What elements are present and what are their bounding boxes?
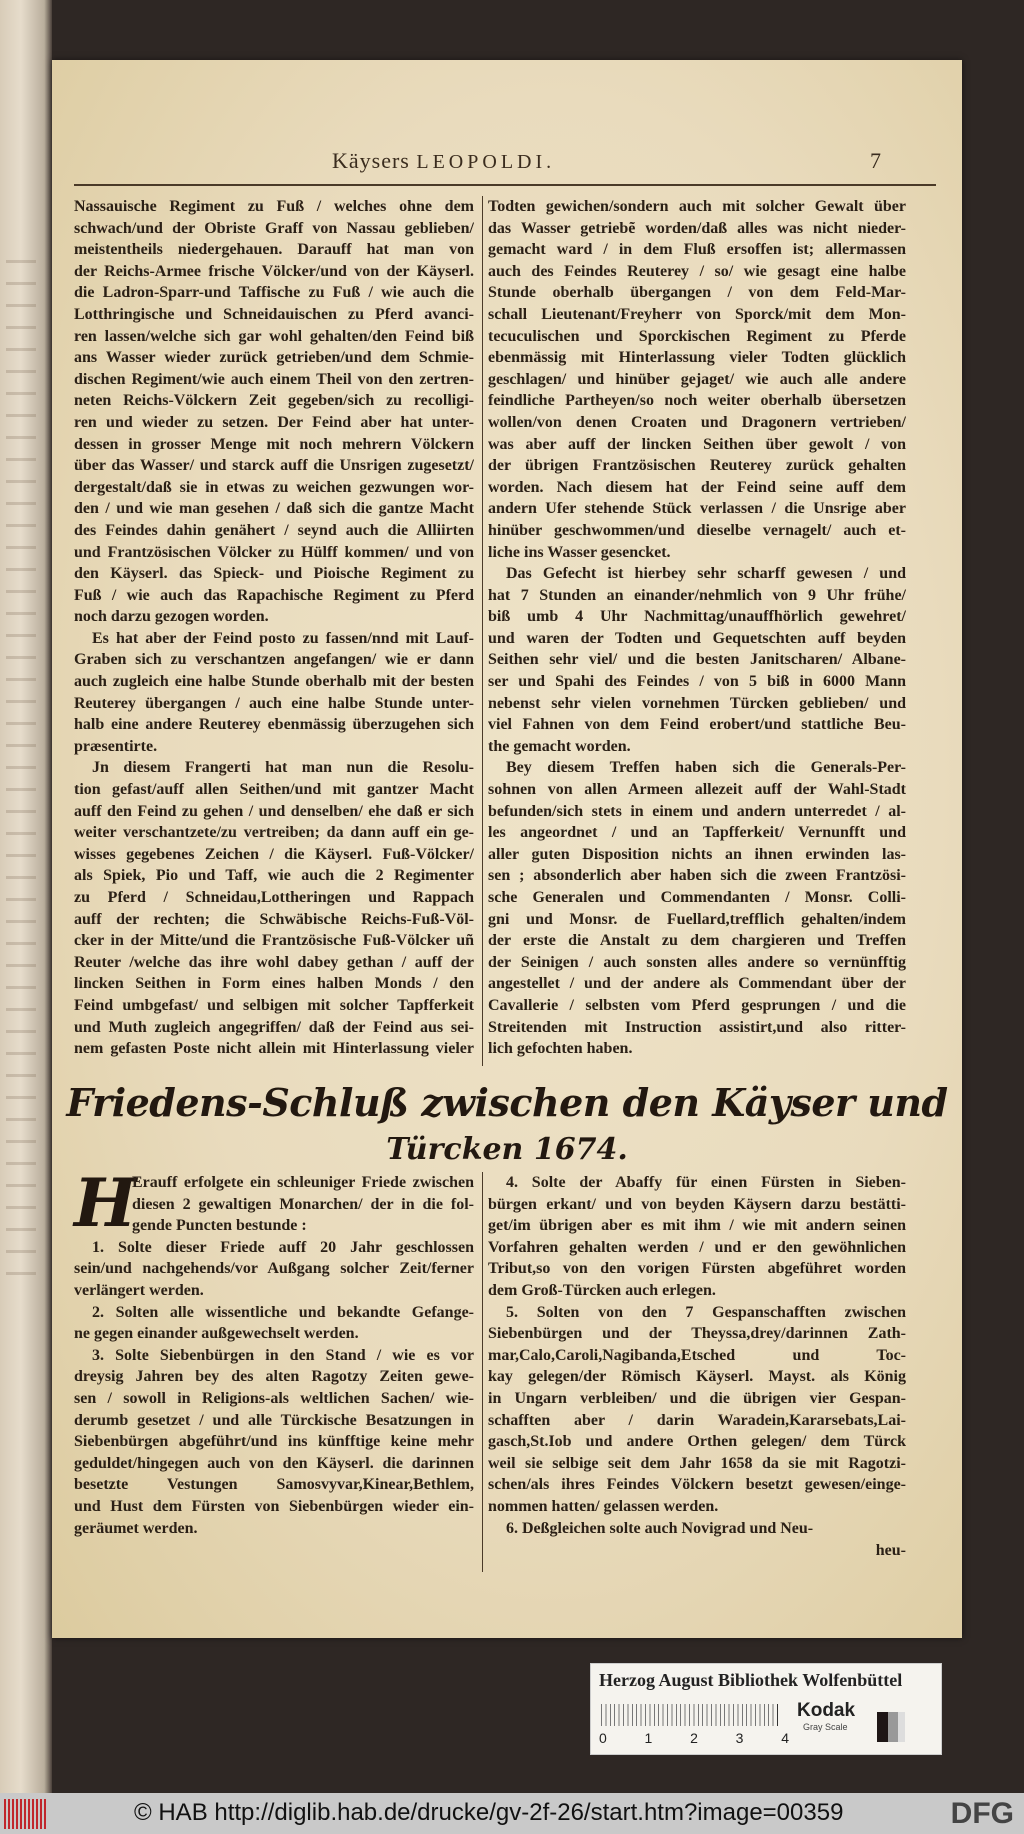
text-line: schwach/und der Obriste Graff von Nassau geblieben/ <box>74 219 474 237</box>
drop-cap: H <box>74 1164 137 1242</box>
catchword-container <box>488 1540 906 1562</box>
section-title-year: Türcken 1674. <box>386 1132 628 1167</box>
text-line: Todten gewichen/sondern auch mit solcher Gewalt über <box>488 198 906 215</box>
text-line: tecuculischen und Sporckischen Regiment zu Pferde <box>488 327 906 345</box>
text-line: worden. Nach diesem hat der Feind seine auff dem <box>488 478 906 496</box>
ruler-number: 0 <box>599 1730 607 1746</box>
text-line: tion gefast/auff allen Seithen/und mit gantzer Macht <box>74 781 474 799</box>
text-line: geduldet/hingegen auch von den Käyserl. die darinnen <box>74 1454 474 1472</box>
text-line: befunden/sich stets in einem und andern unterredet / al- <box>488 802 906 820</box>
text-line: als Spiek, Pio und Taff, wie auch die 2 Regimenter <box>74 867 474 885</box>
text-line: Tribut,so von den vorigen Fürsten abgeführet worden <box>488 1260 906 1278</box>
running-head-name: LEOPOLDI. <box>416 151 556 173</box>
text-line: dessen in grosser Menge mit noch mehrern Völckern <box>74 435 474 453</box>
text-line: und Muth zugleich angegriffen/ daß der Feind aus sei- <box>74 1018 474 1036</box>
text-line: nebenst sehr vielen vornehmen Türcken geblieben/ und <box>488 694 906 712</box>
text-line: sen ; absonderlich aber haben sich die zween Frantzösi- <box>488 867 906 885</box>
text-line: get/im übrigen aber es mit ihm / wie mit andern seinen <box>488 1217 906 1235</box>
text-line: Lotthringische und Schneidauischen zu Pferd avanci- <box>74 305 474 323</box>
text-line: the gemacht worden. <box>488 737 631 755</box>
text-line: gende Puncten bestunde : <box>132 1217 307 1235</box>
text-line: les angeordnet / und an Tapfferkeit/ Vernunfft und <box>488 824 906 842</box>
text-line: meistentheils niedergehauen. Darauff hat man von <box>74 241 474 259</box>
text-line: sohnen von allen Armeen allezeit auff der Wahl-Stadt <box>488 781 906 799</box>
text-line: bürgen erkant/ und von beyden Käysern darzu bestätti- <box>488 1195 906 1213</box>
previous-page-edge <box>0 0 52 1793</box>
ruler-number: 1 <box>644 1730 653 1746</box>
footer-link[interactable]: © HAB http://diglib.hab.de/drucke/gv-2f-26/start.htm?image=00359 <box>134 1799 844 1826</box>
text-line: in Ungarn verbleiben/ und die übrigen vier Gespan- <box>488 1389 906 1407</box>
text-line: hat 7 Stunden an einander/nehmlich von 9 Uhr frühe/ <box>488 586 906 604</box>
text-line: und Frantzösischen Völcker zu Hülff kommen/ und von <box>74 543 474 561</box>
text-line: dergestalt/daß sie in etwas zu weichen gezwungen wor- <box>74 478 474 496</box>
text-line: Feind umbgefast/ und selbigen mit solcher Tapfferkeit <box>74 996 474 1014</box>
text-line: dischen Regiment/wie auch einem Theil von den zertren- <box>74 370 474 388</box>
text-line: sche Generalen und Commendanten / Monsr. Colli- <box>488 889 906 906</box>
text-line: der Reichs-Armee frische Völcker/und von der Käyserl. <box>74 262 474 280</box>
text-line: Reuterey übergangen / auch eine halbe Stunde unter- <box>74 694 474 712</box>
text-line: nem gefasten Poste nicht allein mit Hinterlassung vieler <box>74 1040 474 1058</box>
column-divider <box>482 196 483 1066</box>
text-line: ans Wasser wieder zurück getrieben/und dem Schmie- <box>74 349 474 367</box>
text-line: wisses gegebenes Zeichen / die Käyserl. Fuß-Völcker/ <box>74 845 474 863</box>
text-line: Nassauische Regiment zu Fuß / welches ohne dem <box>74 198 474 215</box>
ruler-number: 4 <box>781 1730 789 1746</box>
text-line: lincken Seithen in Form eines halben Monds / den <box>74 975 474 993</box>
text-line: gasch,St.Iob und andere Orthen gelegen/ dem Türck <box>488 1433 906 1451</box>
text-line: dreysig Jahren bey des alten Ragotzy Zeiten gewe- <box>74 1368 474 1386</box>
text-line: noch darzu gezogen worden. <box>74 608 269 626</box>
text-line: des Feindes dahin genähert / seynd auch die Alliirten <box>74 521 474 539</box>
text-line: Das Gefecht ist hierbey sehr scharff gewesen / und <box>506 565 906 583</box>
text-line: sein/und nachgehends/vor Außgang solcher Zeit/ferner <box>74 1260 474 1278</box>
text-line: weiter verschantzete/zu vertreiben; da dann auff ein ge- <box>74 824 474 842</box>
page-number: 7 <box>870 148 881 173</box>
text-line: dem Groß-Türcken auch erlegen. <box>488 1281 716 1299</box>
text-line: 5. Solten von den 7 Gespanschafften zwischen <box>506 1303 906 1321</box>
section-title: Friedens-Schluß zwischen den Käyser und <box>66 1080 948 1125</box>
text-line: Reuter /welche das ihre wohl dabey gethan / auff der <box>74 953 474 971</box>
text-line: weil sie selbige seit dem Jahr 1658 da sie mit Ragotzi- <box>488 1454 906 1472</box>
text-line: verlängert werden. <box>74 1281 204 1299</box>
text-line: Siebenbürgen abgeführt/und ins künfftige keine mehr <box>74 1433 474 1451</box>
text-line: andern Ufer stehende Stück verlassen / die Unsrige aber <box>488 500 906 518</box>
text-line: feindliche Partheyen/so noch weiter oberhalb übersetzen <box>488 392 906 410</box>
text-line: præsentirte. <box>74 737 158 755</box>
text-line: biß umb 4 Uhr Nachmittag/unauffhörlich gewehret/ <box>488 608 906 626</box>
text-line: halb eine andere Reuterey ebenmässig überzugehen sich <box>74 716 474 734</box>
text-line: neten Reichs-Völckern Zeit gegeben/sich zu recolligi- <box>74 392 474 410</box>
text-line: auch des Feindes Reuterey / so/ wie gesagt eine halbe <box>488 262 906 280</box>
dfg-logo: DFG <box>950 1797 1014 1830</box>
text-line: gemacht ward / in dem Fluß ersoffen ist; allermassen <box>488 241 906 259</box>
text-line: das Wasser getriebẽ worden/daß alles was nicht nieder- <box>488 219 906 237</box>
text-line: diesen 2 gewaltigen Monarchen/ der in die fol- <box>132 1195 474 1213</box>
text-line: und waren der Todten und Gequetschten auff beyden <box>488 629 906 647</box>
text-line: hinüber geschwommen/und dieselbe vernagelt/ auch et- <box>488 521 906 539</box>
text-line: der übrigen Frantzösischen Reuterey zurück gehalten <box>488 457 906 475</box>
text-line: liche ins Wasser gesencket. <box>488 543 671 561</box>
catchword: heu- <box>875 1542 906 1559</box>
page-edge-texture <box>6 260 36 1280</box>
column-divider <box>482 1172 483 1572</box>
ruler-numbers <box>599 1730 789 1746</box>
gray-scale-swatch <box>877 1712 905 1742</box>
text-line: Cavallerie / selbsten vom Pferd gesprungen / und die <box>488 996 906 1014</box>
text-line: wollen/von denen Croaten und Dragonern vertrieben/ <box>488 413 906 431</box>
text-line: schafften aber / darin Waradein,Kararsebats,Lai- <box>488 1411 906 1429</box>
text-line: ren und wieder zu setzen. Der Feind aber hat unter- <box>74 413 474 431</box>
text-line: derumb gesetzet / und alle Türckische Besatzungen in <box>74 1411 474 1429</box>
header-rule <box>74 184 936 186</box>
kodak-subtitle: Gray Scale <box>803 1722 848 1732</box>
text-line: ebenmässig mit Hinterlassung vieler Todten glücklich <box>488 349 906 367</box>
text-line: Streitenden mit Instruction assistirt,und also ritter- <box>488 1018 906 1036</box>
text-line: den / und wie man gesehen / daß sich die gantze Macht <box>74 500 474 518</box>
document-page <box>52 60 962 1638</box>
text-line: cker in der Mitte/und die Frantzösische Fuß-Völcker uñ <box>74 932 474 950</box>
ruler-scale <box>601 1704 778 1726</box>
text-line: ren lassen/welche sich gar wohl gehalten/den Feind biß <box>74 327 474 345</box>
text-line: schall Lieutenant/Freyherr von Sporck/mit dem Mon- <box>488 305 906 323</box>
text-line: geräumet werden. <box>74 1519 198 1537</box>
text-line: kay gelegen/der Römisch Käyserl. Mayst. als König <box>488 1368 906 1386</box>
text-line: der Seinigen / auch sonsten alles andere so vernünfftig <box>488 953 906 971</box>
text-line: zu Pferd / Schneidau,Lottheringen und Rappach <box>74 889 474 906</box>
text-line: Stunde oberhalb übergangen / von dem Feld-Mar- <box>488 284 906 302</box>
text-line: besetzte Vestungen Samosvyvar,Kinear,Bethlem, <box>74 1476 474 1494</box>
text-line: Fuß / wie auch das Rapachische Regiment zu Pferd <box>74 586 474 604</box>
text-line: was aber auff der lincken Seithen über gewolt / von <box>488 435 906 453</box>
text-line: mar,Calo,Caroli,Nagibanda,Etsched und Toc- <box>488 1346 906 1364</box>
text-line: Siebenbürgen und der Theyssa,drey/darinnen Zath- <box>488 1325 906 1343</box>
ruler-number: 2 <box>690 1730 698 1746</box>
text-line: aller guten Disposition nichts an ihnen erwinden las- <box>488 845 906 863</box>
kodak-brand: Kodak <box>797 1700 856 1721</box>
section1-right-column <box>488 196 906 1060</box>
text-line: schen/als ihres Feindes Völckern besetzt gewesen/einge- <box>488 1476 906 1494</box>
text-line: lich gefochten haben. <box>488 1040 633 1058</box>
hab-logo-icon <box>4 1799 48 1829</box>
section2-right-column <box>488 1172 906 1539</box>
text-line: auff den Feind zu gehen / und denselben/ ehe daß er sich <box>74 802 474 820</box>
text-line: Graben sich zu verschantzen angefangen/ wie er dann <box>74 651 474 669</box>
text-line: 6. Deßgleichen solte auch Novigrad und Neu- <box>506 1519 814 1537</box>
text-line: der erste die Anstalt zu dem chargieren und Treffen <box>488 932 906 950</box>
text-line: Es hat aber der Feind posto zu fassen/nnd mit Lauf- <box>92 629 474 647</box>
text-line: Vorfahren gehalten werden / und er den gewöhnlichen <box>488 1238 906 1256</box>
text-line: nommen hatten/ gelassen werden. <box>488 1497 719 1515</box>
text-line: die Ladron-Sparr-und Taffische zu Fuß / wie auch die <box>74 284 474 302</box>
text-line: geschlagen/ und hinüber gejaget/ wie auch alle andere <box>488 370 906 388</box>
text-line: 4. Solte der Abaffy für einen Fürsten in Sieben- <box>506 1174 906 1191</box>
text-line: über das Wasser/ und starck auff die Unsrigen zugesetzt/ <box>74 457 474 475</box>
text-line: den Käyserl. das Spieck- und Pioische Regiment zu <box>74 565 474 583</box>
text-line: angestellet / und der andere als Commendant über der <box>488 975 906 993</box>
text-line: ne gegen einander außgewechselt werden. <box>74 1325 359 1343</box>
ruler-number: 3 <box>735 1730 744 1746</box>
library-name: Herzog August Bibliothek Wolfenbüttel <box>599 1670 903 1690</box>
text-line: auff der rechten; die Schwäbische Reichs-Fuß-Völ- <box>74 910 474 928</box>
text-line: 3. Solte Siebenbürgen in den Stand / wie es vor <box>92 1346 474 1364</box>
text-line: auch zugleich eine halbe Stunde oberhalb mit der besten <box>74 673 474 691</box>
text-line: Bey diesem Treffen haben sich die Generals-Per- <box>506 759 906 777</box>
text-line: Erauff erfolgete ein schleuniger Friede zwischen <box>132 1174 474 1191</box>
library-label-card <box>590 1663 942 1755</box>
text-line: viel Fahnen von dem Feind erobert/und stattliche Beu- <box>488 716 906 734</box>
running-head-text: Käysers <box>332 148 410 173</box>
section1-left-column <box>74 196 474 1060</box>
footer-bar <box>0 1793 1024 1834</box>
text-line: gni und Monsr. de Fuellard,trefflich gehalten/indem <box>488 910 906 928</box>
text-line: ser und Spahi des Feindes / von 5 biß in 6000 Mann <box>488 673 906 691</box>
text-line: 1. Solte dieser Friede auff 20 Jahr geschlossen <box>92 1238 474 1256</box>
text-line: und Hust dem Fürsten von Siebenbürgen wieder ein- <box>74 1497 474 1515</box>
text-line: Seithen sehr viel/ und die besten Janitscharen/ Albane- <box>488 651 906 669</box>
text-line: 2. Solten alle wissentliche und bekandte Gefange- <box>92 1303 474 1321</box>
text-line: sen / sowoll in Religions-als weltlichen Sachen/ wie- <box>74 1389 474 1407</box>
section2-left-column <box>74 1164 474 1539</box>
running-head <box>332 148 555 174</box>
text-line: Jn diesem Frangerti hat man nun die Resolu- <box>92 759 474 777</box>
